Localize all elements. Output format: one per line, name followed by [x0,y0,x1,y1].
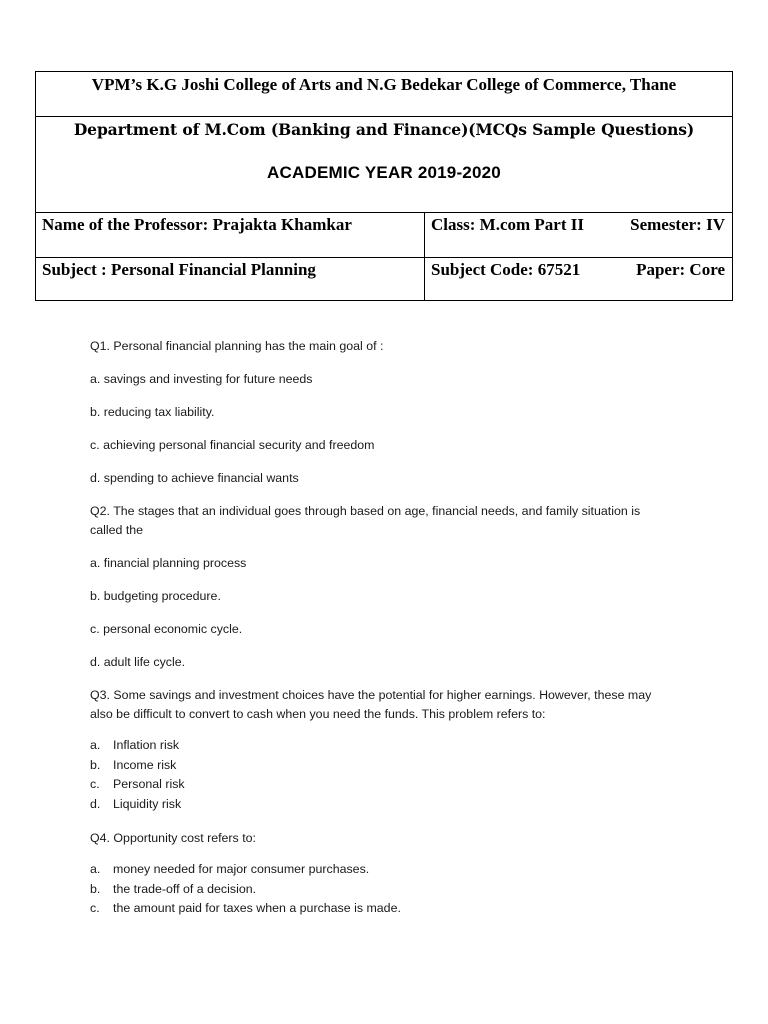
q3-text-line1: Q3. Some savings and investment choices have the potential for higher earnings. However, these may [90,688,652,702]
q2-text-line2: called the [90,523,144,537]
q1-option-b: b. reducing tax liability. [90,405,215,419]
questions-section [90,337,710,919]
academic-year: ACADEMIC YEAR 2019-2020 [267,163,501,182]
subject-name: Subject : Personal Financial Planning [42,260,316,279]
subject-cell [36,258,425,301]
professor-row [36,213,733,258]
q3-option-d: d. Liquidity risk [90,796,182,811]
q3-option-a: a. Inflation risk [90,738,180,752]
professor-cell [36,213,425,258]
subject-code-cell [425,258,733,301]
q1-option-a: a. savings and investing for future needs [90,372,313,386]
subject-code: Subject Code: 67521 [431,260,581,279]
q3-text-line2: also be difficult to convert to cash when you need the funds. This problem refers to: [90,707,546,721]
subject-row [36,258,733,301]
q2-option-d: d. adult life cycle. [90,655,186,669]
department-cell [36,117,733,213]
q2-text-line1: Q2. The stages that an individual goes through based on age, financial needs, and family situation is [90,504,641,518]
q4-option-b: b. the trade-off of a decision. [90,881,257,896]
q4-options [90,860,710,919]
college-cell [36,72,733,117]
q3-option-c: c. Personal risk [90,777,185,791]
q4-option-a: a. money needed for major consumer purchases. [90,862,370,876]
q2-option-a: a. financial planning process [90,556,247,570]
q3-option-b: b. Income risk [90,757,177,772]
q4-option-c: c. the amount paid for taxes when a purchase is made. [90,901,401,915]
q3-options [90,736,710,814]
header-table [35,71,733,301]
class-label: Class: M.com Part II [431,215,584,234]
q4-text: Q4. Opportunity cost refers to: [90,831,256,845]
college-row [36,72,733,117]
professor-name: Name of the Professor: Prajakta Khamkar [42,215,352,234]
class-cell [425,213,733,258]
q1-option-c: c. achieving personal financial security and freedom [90,438,375,452]
q1-option-d: d. spending to achieve financial wants [90,471,299,485]
paper-label: Paper: Core [636,260,725,279]
department-row [36,117,733,213]
q2-option-c: c. personal economic cycle. [90,622,243,636]
q2-option-b: b. budgeting procedure. [90,589,221,603]
q1-text: Q1. Personal financial planning has the main goal of : [90,339,384,353]
college-name: VPM’s K.G Joshi College of Arts and N.G Bedekar College of Commerce, Thane [91,75,677,94]
department-title: Department of M.Com (Banking and Finance)(MCQs Sample Questions) [73,120,695,139]
semester-label: Semester: IV [630,215,725,234]
